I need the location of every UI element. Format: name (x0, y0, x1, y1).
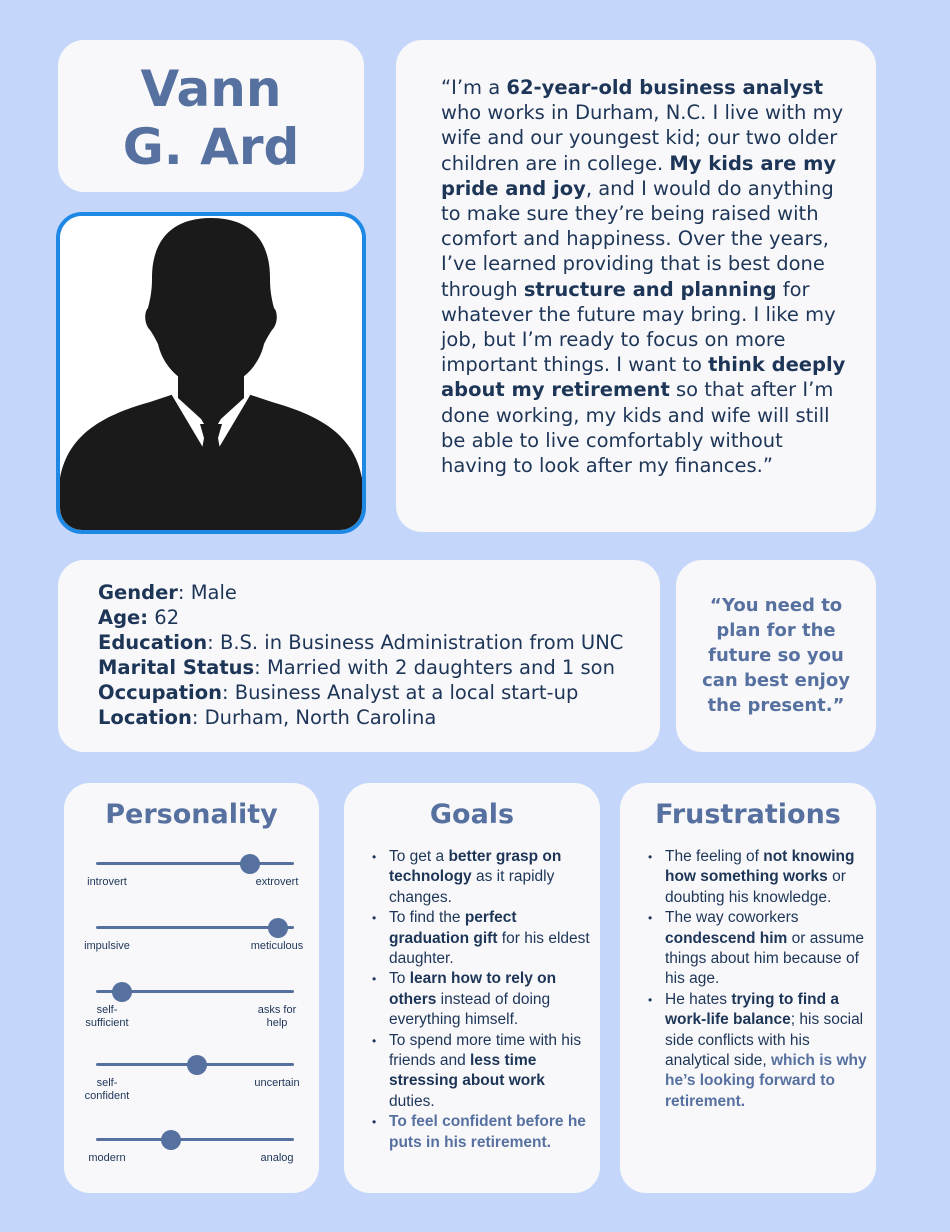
bio-segment: for whatever the future may bring. I like my job, but I’m ready to focus on more important things. I want to (441, 277, 836, 377)
bio-highlight: structure and planning (523, 277, 777, 301)
frustrations-card (620, 783, 876, 1193)
quote-line: “You need to (709, 595, 843, 616)
frustrations-text: The way coworkers (665, 909, 799, 927)
slider-left-label: self- sufficient (85, 1004, 129, 1029)
frustrations-list (646, 847, 870, 1112)
persona-photo (56, 212, 366, 534)
quote-line: can best enjoy (702, 670, 850, 691)
bio-segment: who works in Durham, N.C. I live with my wife and our youngest kid; our two older children are in college. (441, 101, 844, 175)
frustrations-accent-text: which is why he’s looking forward to retirement. (665, 1052, 867, 1110)
personality-card (64, 783, 319, 1193)
goals-title: Goals (429, 799, 515, 830)
info-row (98, 655, 660, 680)
info-label: Gender (98, 581, 178, 604)
frustrations-item (646, 908, 870, 990)
frustrations-highlight: condescend him (665, 929, 788, 947)
info-separator: : (191, 706, 205, 729)
goals-item (370, 908, 594, 969)
quote-card (676, 560, 876, 752)
info-separator: : (254, 656, 267, 679)
frustrations-item (646, 990, 870, 1112)
persona-name-card (58, 40, 364, 192)
goals-highlight: less time stressing about work (389, 1052, 545, 1090)
frustrations-text: The feeling of (665, 848, 764, 865)
info-separator: : (177, 581, 191, 604)
slider-left-label: self- confident (84, 1077, 130, 1102)
goals-highlight: learn how to rely on others (389, 970, 557, 1008)
bio-highlight: 62-year-old business analyst (506, 76, 824, 99)
goals-item (370, 1112, 594, 1153)
info-row (98, 580, 660, 605)
businessman-silhouette-icon (60, 216, 362, 530)
quote-line: the present.” (707, 695, 845, 716)
bio-highlight: My kids are my pride and joy (441, 151, 837, 200)
slider-knob (161, 1130, 181, 1150)
goals-text: To spend more time with his friends and (389, 1031, 582, 1070)
bio-card (396, 40, 876, 532)
frustrations-highlight: trying to find a work-life balance (665, 990, 839, 1029)
frustrations-text: or doubting his knowledge. (665, 868, 846, 906)
info-row (98, 630, 660, 655)
info-label: Age: (98, 606, 149, 629)
slider-left-label: impulsive (84, 940, 130, 952)
quote-line: plan for the (716, 620, 836, 641)
slider-track (96, 926, 294, 929)
goals-text: instead of doing everything himself. (389, 990, 551, 1029)
slider-knob (240, 854, 260, 874)
slider-right-label: meticulous (250, 940, 304, 952)
goals-item (370, 969, 594, 1030)
info-value: Durham, North Carolina (204, 706, 437, 729)
slider-left-label: modern (88, 1152, 126, 1164)
frustrations-highlight: not knowing how something works (665, 848, 855, 886)
info-label: Education (98, 631, 208, 654)
bio-text (441, 75, 846, 478)
frustrations-text: ; his social side conflicts with his analytical side, (665, 1011, 864, 1070)
goals-highlight: perfect graduation gift (389, 909, 517, 947)
info-value: Male (190, 581, 237, 604)
goals-text: for his eldest daughter. (389, 929, 590, 968)
goals-item (370, 847, 594, 908)
goals-list (370, 847, 594, 1153)
info-separator: : (207, 631, 220, 654)
goals-text: duties. (389, 1092, 435, 1110)
info-separator: : (221, 681, 235, 704)
goals-accent-text: To feel confident before he puts in his retirement. (389, 1113, 586, 1151)
goals-text: To (389, 970, 410, 988)
goals-highlight: better grasp on technology (389, 848, 562, 886)
persona-last-name: G. Ard (122, 118, 300, 176)
info-row (98, 680, 660, 705)
info-label: Location (98, 706, 192, 729)
info-row (98, 705, 660, 730)
info-value: 62 (154, 606, 180, 629)
slider-track (96, 1138, 294, 1141)
frustrations-item (646, 847, 870, 908)
frustrations-title: Frustrations (655, 799, 841, 830)
bio-highlight: think deeply about my retirement (441, 353, 846, 402)
slider-knob (187, 1055, 207, 1075)
bio-segment: “I’m a (441, 76, 507, 99)
info-row (98, 605, 660, 630)
slider-right-label: analog (260, 1152, 294, 1164)
frustrations-text: or assume things about him because of his age. (665, 929, 864, 988)
info-value: Married with 2 daughters and 1 son (266, 656, 615, 679)
slider-knob (268, 918, 288, 938)
demographics-card (58, 560, 660, 752)
info-value: Business Analyst at a local start-up (234, 681, 579, 704)
personality-title: Personality (105, 799, 278, 830)
info-value: B.S. in Business Administration from UNC (219, 631, 624, 654)
info-label: Marital Status (98, 656, 255, 679)
bio-segment: , and I would do anything to make sure they’re being raised with comfort and happiness. Over the years, I’ve learned providing that is best done through (441, 176, 834, 301)
goals-item (370, 1031, 594, 1113)
persona-first-name: Vann (140, 60, 282, 118)
quote-line: future so you (708, 645, 844, 666)
slider-knob (112, 982, 132, 1002)
goals-card (344, 783, 600, 1193)
slider-right-label: extrovert (255, 876, 299, 888)
bio-segment: so that after I’m done working, my kids and wife will still be able to live comfortably without having to look after my finances.” (441, 378, 834, 478)
slider-track (96, 862, 294, 865)
slider-left-label: introvert (87, 876, 127, 888)
slider-right-label: asks for help (257, 1004, 297, 1029)
frustrations-text: He hates (665, 990, 732, 1008)
info-label: Occupation (98, 681, 222, 704)
slider-right-label: uncertain (254, 1077, 300, 1089)
goals-text: To find the (389, 909, 465, 927)
goals-text: To get a (389, 848, 449, 865)
goals-text: as it rapidly changes. (389, 868, 555, 906)
